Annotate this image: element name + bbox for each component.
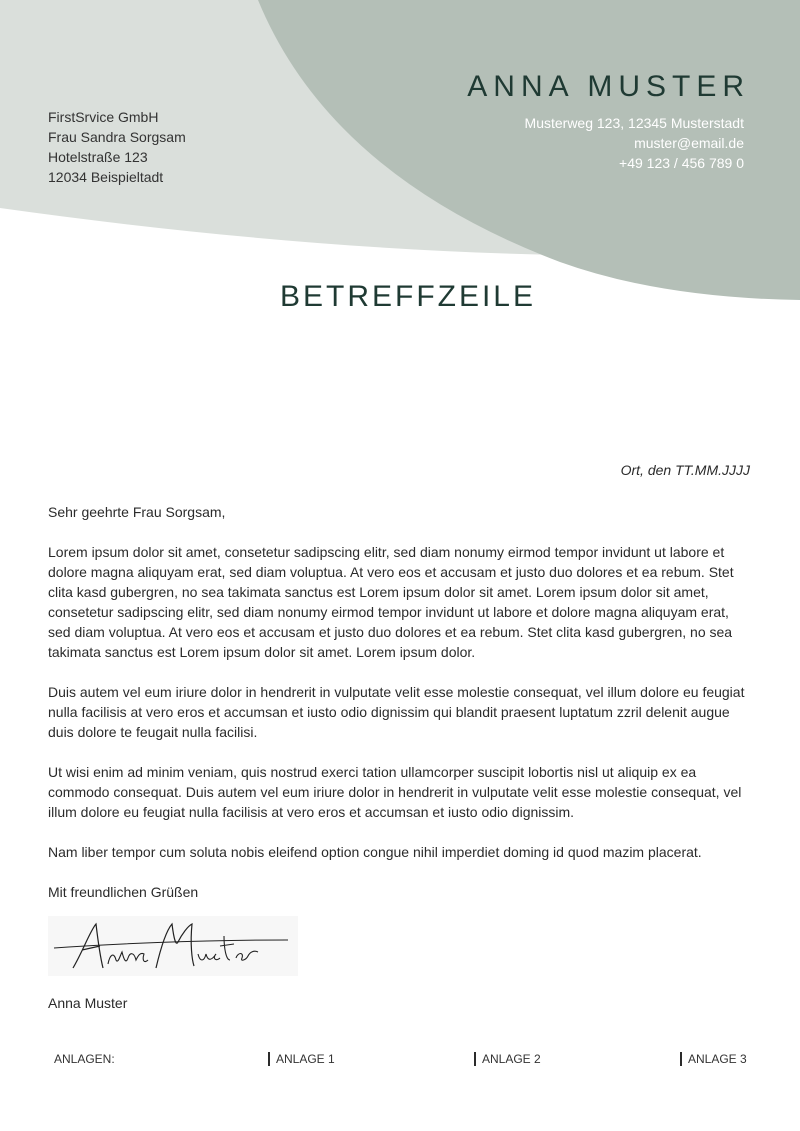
sender-email[interactable]: muster@email.de	[634, 135, 744, 151]
signer-name: Anna Muster	[48, 995, 128, 1011]
salutation: Sehr geehrte Frau Sorgsam,	[48, 504, 226, 520]
subject-line: BETREFFZEILE	[279, 280, 537, 313]
attachments-label: ANLAGEN:	[54, 1052, 115, 1066]
attachments-footer	[0, 1052, 800, 1070]
recipient-address	[48, 107, 186, 187]
sender-phone: +49 123 / 456 789 0	[619, 155, 744, 171]
body-paragraph: Lorem ipsum dolor sit amet, consetetur sadipscing elitr, sed diam nonumy eirmod tempor invidunt ut labore et dolore magna aliquyam erat, sed diam voluptua. At vero eos et accusam et justo duo dolores et ea rebum. Stet clita kasd gubergren, no sea takimata sanctus est Lorem ipsum dolor sit amet. Lorem ipsum dolor sit amet, consetetur sadipscing elitr, sed diam nonumy eirmod tempor invidunt ut labore et dolore magna aliquyam erat, sed diam voluptua. At vero eos et accusam et justo duo dolores et ea rebum. Stet clita kasd gubergren, no sea takimata sanctus est Lorem ipsum dolor sit amet. Lorem ipsum dolor.	[48, 544, 734, 660]
body-paragraph: Ut wisi enim ad minim veniam, quis nostrud exerci tation ullamcorper suscipit lobortis nisl ut aliquip ex ea commodo consequat. Duis autem vel eum iriure dolor in hendrerit in vulputate velit esse molestie consequat, vel illum dolore eu feugiat nulla facilisis at vero eros et accumsan et iusto odio dignissim.	[48, 764, 742, 820]
sender-address: Musterweg 123, 12345 Musterstadt	[524, 115, 744, 131]
attachment-item[interactable]: ANLAGE 3	[680, 1052, 747, 1066]
date-line: Ort, den TT.MM.JJJJ	[620, 462, 750, 478]
closing: Mit freundlichen Grüßen	[48, 884, 199, 900]
letter-body	[48, 502, 754, 902]
sender-name: ANNA MUSTER	[467, 70, 750, 103]
body-paragraph: Duis autem vel eum iriure dolor in hendrerit in vulputate velit esse molestie consequat, vel illum dolore eu feugiat nulla facilisis at vero eros et accumsan et iusto odio dignissim qui blandit praesent luptatum zzril delenit augue duis dolore te feugait nulla facilisi.	[48, 684, 745, 740]
sender-contact	[424, 113, 744, 173]
signature-text: Anna Muster	[278, 972, 284, 973]
recipient-company: FirstSrvice GmbH	[48, 109, 159, 125]
body-paragraph: Nam liber tempor cum soluta nobis eleifend option congue nihil imperdiet doming id quod mazim placerat.	[48, 844, 702, 860]
recipient-city: 12034 Beispieltadt	[48, 169, 164, 185]
attachment-item[interactable]: ANLAGE 2	[474, 1052, 541, 1066]
attachment-item[interactable]: ANLAGE 1	[268, 1052, 335, 1066]
recipient-street: Hotelstraße 123	[48, 149, 148, 165]
signature-image	[48, 916, 298, 976]
recipient-person: Frau Sandra Sorgsam	[48, 129, 186, 145]
